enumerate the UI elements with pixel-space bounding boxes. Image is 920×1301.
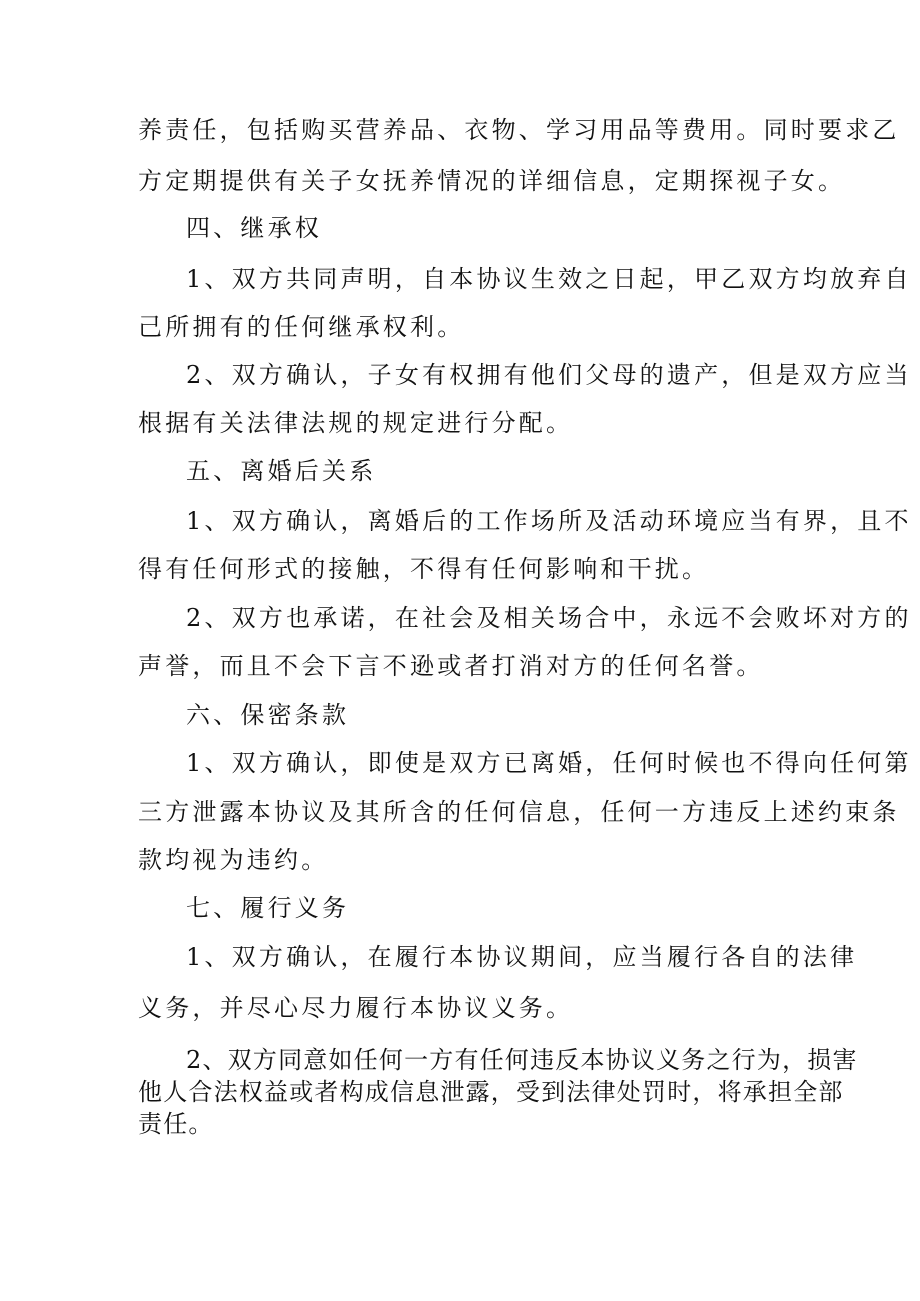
clause-text-line: 2、双方同意如任何一方有任何违反本协议义务之行为，损害 xyxy=(186,1046,858,1074)
body-text-line: 养责任，包括购买营养品、衣物、学习用品等费用。同时要求乙 xyxy=(138,116,900,144)
clause-text-line: 义务，并尽心尽力履行本协议义务。 xyxy=(138,994,574,1022)
clause-text-line: 得有任何形式的接触，不得有任何影响和干扰。 xyxy=(138,555,710,583)
clause-text-line: 他人合法权益或者构成信息泄露，受到法律处罚时，将承担全部 xyxy=(138,1078,844,1106)
section-heading-inheritance: 四、继承权 xyxy=(186,214,322,242)
clause-text-line: 责任。 xyxy=(138,1110,214,1138)
clause-text-line: 己所拥有的任何继承权利。 xyxy=(138,313,465,341)
clause-text-line: 三方泄露本协议及其所含的任何信息，任何一方违反上述约束条 xyxy=(138,798,900,826)
body-text-line: 方定期提供有关子女抚养情况的详细信息，定期探视子女。 xyxy=(138,167,846,195)
clause-text-line: 1、双方共同声明，自本协议生效之日起，甲乙双方均放弃自 xyxy=(186,265,912,293)
clause-text-line: 2、双方确认，子女有权拥有他们父母的遗产，但是双方应当 xyxy=(186,361,912,389)
section-heading-obligations: 七、履行义务 xyxy=(186,894,350,922)
clause-text-line: 声誉，而且不会下言不逊或者打消对方的任何名誉。 xyxy=(138,652,764,680)
clause-text-line: 1、双方确认，离婚后的工作场所及活动环境应当有界，且不 xyxy=(186,507,912,535)
section-heading-confidentiality: 六、保密条款 xyxy=(186,701,350,729)
clause-text-line: 款均视为违约。 xyxy=(138,846,329,874)
clause-text-line: 根据有关法律法规的规定进行分配。 xyxy=(138,409,574,437)
section-heading-post-divorce: 五、离婚后关系 xyxy=(186,457,377,485)
clause-text-line: 2、双方也承诺，在社会及相关场合中，永远不会败坏对方的 xyxy=(186,604,912,632)
clause-text-line: 1、双方确认，在履行本协议期间，应当履行各自的法律 xyxy=(186,943,858,971)
clause-text-line: 1、双方确认，即使是双方已离婚，任何时候也不得向任何第 xyxy=(186,749,912,777)
